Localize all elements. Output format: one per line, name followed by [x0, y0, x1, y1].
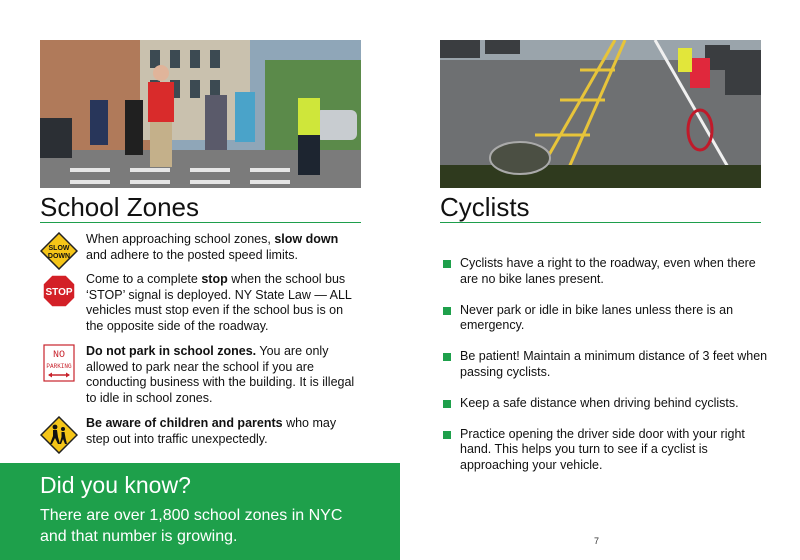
- did-you-know-title: Did you know?: [40, 472, 191, 498]
- stop-sign-text: STOP: [45, 287, 73, 298]
- bullet-square-icon: [443, 260, 451, 268]
- bullet-square-icon: [443, 307, 451, 315]
- bullet-square-icon: [443, 400, 451, 408]
- slow-sign-text-bottom: DOWN: [47, 253, 71, 260]
- cyclist-tip-text: Never park or idle in bike lanes unless there is an emergency.: [460, 302, 734, 332]
- list-item: [443, 427, 773, 474]
- bullet-square-icon: [443, 431, 451, 439]
- did-you-know-callout: [0, 463, 400, 560]
- children-tip-text: Be aware of children and parents who may step out into traffic unexpectedly.: [86, 416, 337, 446]
- stop-sign-icon: [40, 272, 78, 334]
- school-tip-stop: [40, 272, 362, 334]
- did-you-know-body: There are over 1,800 school zones in NYC and that number is growing.: [40, 507, 343, 545]
- cyclists-divider: [440, 222, 761, 223]
- no-parking-tip-text: Do not park in school zones. You are only allowed to park near the school if you are conducting business with the building. It is illegal to idle in school zones.: [86, 344, 355, 405]
- school-tip-slow-down: [40, 232, 362, 275]
- cyclists-road-photo: [440, 40, 761, 188]
- no-parking-sign-text-bottom: PARKING: [46, 363, 72, 370]
- school-crossing-photo: [40, 40, 361, 188]
- school-crossing-sign-icon: [40, 416, 78, 459]
- school-tip-no-parking: [40, 344, 362, 406]
- cyclist-tips-list: [443, 256, 773, 489]
- no-parking-sign-icon: [40, 344, 78, 406]
- cyclist-tip-text: Practice opening the driver side door with your right hand. This helps you turn to see if a cyclist is approaching your vehicle.: [460, 426, 745, 472]
- cyclist-tip-text: Keep a safe distance when driving behind cyclists.: [460, 395, 739, 410]
- slow-down-sign-icon: [40, 232, 78, 275]
- stop-tip-text: Come to a complete stop when the school bus ‘STOP’ signal is deployed. NY State Law — ALL vehicles must stop even if the school bus is on the opposite side of the roadway.: [86, 272, 352, 333]
- bullet-square-icon: [443, 353, 451, 361]
- list-item: [443, 256, 773, 287]
- page-number: 7: [594, 536, 600, 546]
- cyclist-tip-text: Be patient! Maintain a minimum distance of 3 feet when passing cyclists.: [460, 349, 768, 379]
- school-zones-divider: [40, 222, 361, 223]
- list-item: [443, 349, 773, 380]
- slow-down-tip-text: When approaching school zones, slow down and adhere to the posted speed limits.: [86, 232, 339, 262]
- no-parking-sign-text-top: NO: [52, 350, 66, 361]
- list-item: [443, 303, 773, 334]
- cyclists-heading: Cyclists: [440, 192, 530, 222]
- slow-sign-text-top: SLOW: [48, 245, 70, 252]
- school-zones-heading: School Zones: [40, 192, 199, 222]
- cyclist-tip-text: Cyclists have a right to the roadway, even when there are no bike lanes present.: [460, 256, 756, 286]
- school-tip-children: [40, 416, 362, 459]
- list-item: [443, 396, 773, 412]
